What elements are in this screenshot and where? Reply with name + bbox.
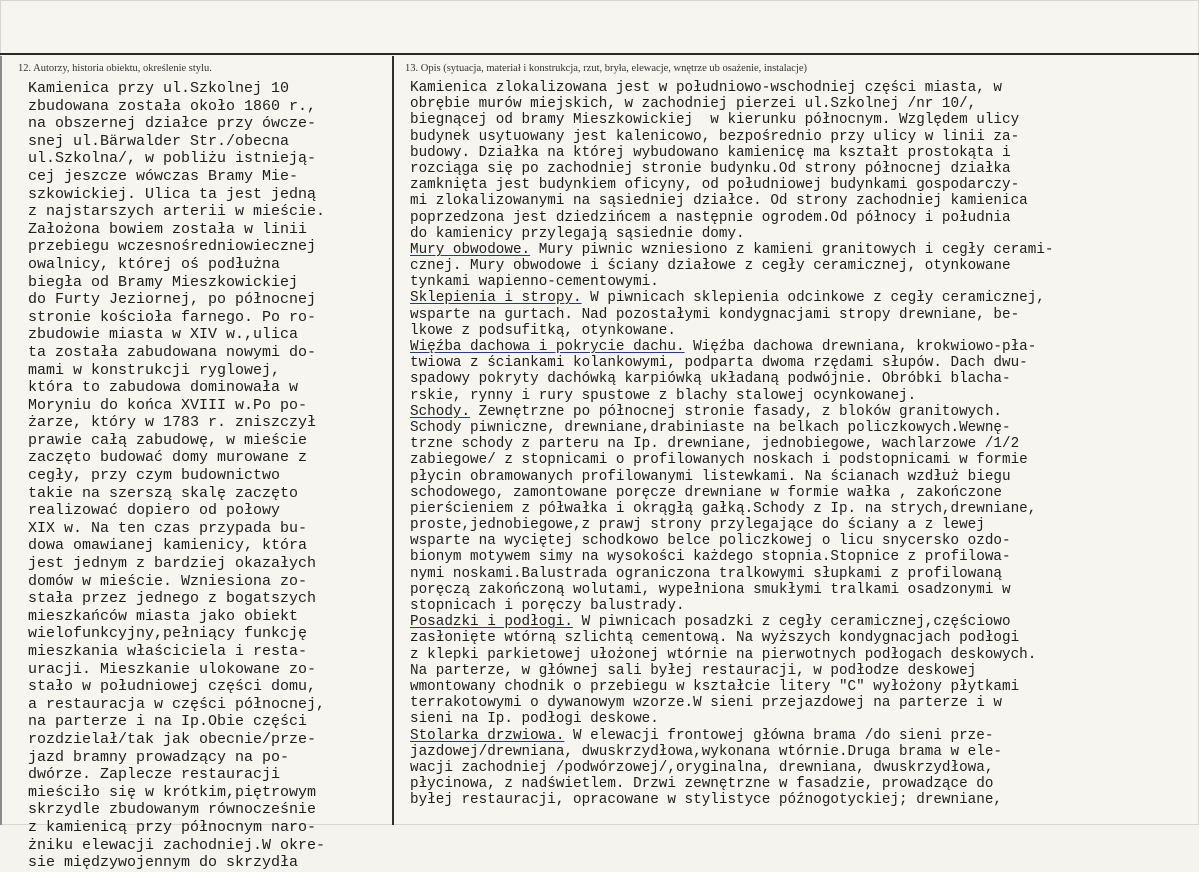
history-text-line: jest jednym z bardziej okazałych xyxy=(28,555,317,573)
description-text-line: poprzedzona jest dziedzińcem a następnie ogrodem.Od północy i południa xyxy=(410,209,1011,226)
history-text-line: uracji. Mieszkanie ulokowane zo- xyxy=(28,660,317,678)
description-text-line: Schody piwniczne, drewniane,drabiniaste na belkach policzkowych.Wewnę- xyxy=(410,419,1011,436)
history-text-line: takie na szerszą skalę zaczęto xyxy=(28,484,299,502)
description-text-line: budynek usytuowany jest kalenicowo, bezpośrednio przy ulicy w linii za- xyxy=(410,128,1020,145)
history-text-line: żniku elewacji zachodniej.W okre- xyxy=(28,836,326,854)
history-text-line: mieściło się w krótkim,piętrowym xyxy=(28,783,317,801)
history-text-line: zbudowie miasta w XIV w.,ulica xyxy=(28,326,299,344)
description-text-line: Na parterze, w głównej sali byłej restauracji, w podłodze deskowej xyxy=(410,662,977,679)
description-text-line: stopnicach i poręczy balustrady. xyxy=(410,598,685,614)
description-text-line: lkowe z podsufitką, otynkowane. xyxy=(410,322,676,339)
history-text-line: jazd bramny prowadzący na po- xyxy=(28,748,290,766)
column-divider xyxy=(392,56,394,825)
description-text-line: Schody. Zewnętrzne po północnej stronie fasady, z bloków granitowych. xyxy=(410,403,1002,420)
history-text-line: szkowickiej. Ulica ta jest jedną xyxy=(28,185,317,203)
description-text-line: Stolarka drzwiowa. W elewacji frontowej główna brama /do sieni prze- xyxy=(410,727,994,744)
description-text-line: rozciąga się po zachodniej stronie budynku.Od strony północnej działka xyxy=(410,160,1011,177)
description-text-line: wsparte na wyciętej schodkowo belce policzkowej o licu snycersko ozdo- xyxy=(410,533,1011,550)
history-text-line: do Furty Jeziornej, po północnej xyxy=(28,291,317,309)
history-text-line: z kamienicą przy północnym naro- xyxy=(28,818,317,836)
description-text-line: spadowy pokryty dachówką karpiówką układaną podwójnie. Obróbki blacha- xyxy=(410,371,1011,388)
description-text-line: mi zlokalizowanymi na sąsiedniej działce. Od strony zachodniej kamienica xyxy=(410,193,1028,210)
history-text-line: na obszernej działce przy ówcze- xyxy=(28,115,317,133)
history-text-line: dowa omawianej kamienicy, która xyxy=(28,537,308,555)
description-text-line: budowy. Działka na której wybudowano kamienicę ma kształt prostokąta i xyxy=(410,144,1011,161)
description-text-line: terrakotowymi o dywanowym wzorze.W sieni przejazdowej na parterze i w xyxy=(410,695,1002,712)
history-text-line: XIX w. Na ten czas przypada bu- xyxy=(28,519,308,537)
description-text-column xyxy=(410,80,1190,808)
history-text-line: biegła od Bramy Mieszkowickiej xyxy=(28,273,299,291)
description-text-line: sieni na Ip. podłogi deskowe. xyxy=(410,711,659,728)
history-text-line: prawie całą zabudowę, w mieście xyxy=(28,431,308,449)
description-text-line: płycinowa, z nadświetlem. Drzwi zewnętrzne w fasadzie, prowadzące do xyxy=(410,776,994,793)
description-text-line: twiowa z ściankami kolankowymi, podparta dwoma rzędami słupów. Dach dwu- xyxy=(410,355,1028,372)
history-text-line: a restauracja w części północnej, xyxy=(28,695,326,713)
history-text-line: sie międzywojennym do skrzydła xyxy=(28,854,299,872)
description-text-line: schodowego, zamontowane poręcze drewniane w formie wałka , zakończone xyxy=(410,484,1002,501)
history-text-line: zaczęto budować domy murowane z xyxy=(28,449,308,467)
description-text-line: bionym motywem simy na wysokości każdego stopnia.Stopnice z profilowa- xyxy=(410,549,1011,566)
history-text-line: żarze, który w 1783 r. zniszczył xyxy=(28,414,317,432)
history-text-line: snej ul.Bärwalder Str./obecna xyxy=(28,132,290,150)
description-text-line: z klepki parkietowej ułożonej wtórnie na pierwotnych podłogach deskowych. xyxy=(410,646,1037,663)
history-text-line: mami w konstrukcji ryglowej, xyxy=(28,361,281,379)
history-text-line: stronie kościoła farnego. Po ro- xyxy=(28,308,317,326)
history-text-line: mieszkania właściciela i resta- xyxy=(28,643,308,660)
description-text-line: do kamienicy przylegają sąsiednie domy. xyxy=(410,225,745,242)
history-text-line: dwórze. Zaplecze restauracji xyxy=(28,766,281,784)
history-text-line: realizować dopiero od połowy xyxy=(28,502,281,520)
description-text-line: jazdowej/drewniana, dwuskrzydłowa,wykonana wtórnie.Druga brama w ele- xyxy=(410,743,1002,760)
description-text-line: biegnącej od bramy Mieszkowickiej w kierunku północnym. Względem ulicy xyxy=(410,112,1020,129)
history-text-line: owalnicy, której oś podłużna xyxy=(28,255,281,273)
description-text-line: Więźba dachowa i pokrycie dachu. Więźba dachowa drewniana, krokwiowo-pła- xyxy=(410,339,1037,355)
history-text-line: skrzydle zbudowanym równocześnie xyxy=(28,801,317,819)
history-text-line: na parterze i na Ip.Obie części xyxy=(28,713,308,731)
description-text-line: cznej. Mury obwodowe i ściany działowe z cegły ceramicznej, otynkowane xyxy=(410,258,1011,275)
history-text-line: cegły, przy czym budownictwo xyxy=(28,467,281,485)
description-text-line: obrębie murów miejskich, w zachodniej pierzei ul.Szkolnej /nr 10/, xyxy=(410,96,977,113)
description-text-line: zamknięta jest budynkiem oficyny, od południowej budynkami gospodarczy- xyxy=(410,177,1020,194)
description-text-line: wmontowany chodnik o przebiegu w kształcie litery "C" wyłożony płytkami xyxy=(410,678,1020,695)
description-text-line: Posadzki i podłogi. W piwnicach posadzki z cegły ceramicznej,częściowo xyxy=(410,614,1011,631)
description-text-line: wsparte na gurtach. Nad pozostałymi kondygnacjami stropy drewniane, be- xyxy=(410,306,1020,323)
history-text-line: stała przez jednego z bogatszych xyxy=(28,590,317,608)
description-text-line: Mury obwodowe. Mury piwnic wzniesiono z kamieni granitowych i cegły cerami- xyxy=(410,241,1054,258)
description-text-line: Kamienica zlokalizowana jest w południowo-wschodniej części miasta, w xyxy=(410,80,1002,96)
history-text-line: domów w mieście. Wzniesiona zo- xyxy=(28,572,308,590)
history-text-line: która to zabudowa dominowała w xyxy=(28,379,299,397)
description-text-line: wacji zachodniej /podwórzowej/,oryginalna, drewniana, dwuskrzydłowa, xyxy=(410,759,994,776)
left-column-header: 12. Autorzy, historia obiektu, określenie stylu. xyxy=(18,63,212,74)
description-text-line: pierścieniem z półwałka i okrągłą gałką.Schody z Ip. na strych,drewniane, xyxy=(410,500,1037,517)
history-text-line: Kamienica przy ul.Szkolnej 10 xyxy=(28,80,290,97)
description-text-line: płycin obramowanych profilowanymi listewkami. Na ścianach wzdłuż biegu xyxy=(410,468,1011,485)
description-text-line: Sklepienia i stropy. W piwnicach sklepienia odcinkowe z cegły ceramicznej, xyxy=(410,290,1045,307)
description-text-line: trzne schody z parteru na Ip. drewniane, jednobiegowe, wachlarzowe /1/2 xyxy=(410,436,1020,453)
description-text-line: rskie, rynny i rury spustowe z blachy stalowej ocynkowanej. xyxy=(410,387,917,404)
history-text-line: mieszkańców miasta jako obiekt xyxy=(28,607,299,625)
description-text-line: nymi noskami.Balustrada ograniczona tralkowymi słupkami z profilowaną xyxy=(410,565,1002,582)
history-text-line: ta została zabudowana nowymi do- xyxy=(28,343,317,361)
history-text-line: z najstarszych arterii w mieście. xyxy=(28,203,326,221)
top-rule xyxy=(0,53,1199,55)
left-edge-line xyxy=(0,56,2,825)
description-text-line: zasłonięte wtórną szlichtą cementową. Na wyższych kondygnacjach podłogi xyxy=(410,630,1020,647)
history-text-line: Moryniu do końca XVIII w.Po po- xyxy=(28,396,308,414)
history-text-line: zbudowana została około 1860 r., xyxy=(28,97,317,115)
history-text-line: przebiegu wczesnośredniowiecznej xyxy=(28,238,317,256)
description-text-line: poręczą zakończoną wolutami, wypełniona smukłymi tralkami osadzonymi w xyxy=(410,581,1011,598)
history-text-line: wielofunkcyjny,pełniący funkcję xyxy=(28,625,308,643)
history-text-line: ul.Szkolna/, w pobliżu istnieją- xyxy=(28,150,317,168)
history-text-line: Założona bowiem została w linii xyxy=(28,220,308,238)
description-text-line: proste,jednobiegowe,z prawj strony przylegające do ściany a z lewej xyxy=(410,517,985,534)
description-text-line: byłej restauracji, opracowane w stylistyce późnogotyckiej; drewniane, xyxy=(410,792,1002,809)
history-text-line: rozdzielał/tak jak obecnie/prze- xyxy=(28,730,317,748)
history-text-column xyxy=(28,80,388,872)
description-text-line: tynkami wapienno-cementowymi. xyxy=(410,274,659,291)
right-column-header: 13. Opis (sytuacja, materiał i konstrukcja, rzut, bryła, elewacje, wnętrze ub osażenie, instalacje) xyxy=(405,63,808,74)
history-text-line: cej jeszcze wówczas Bramy Mie- xyxy=(28,167,299,185)
description-text-line: zabiegowe/ z stopnicami o profilowanych noskach i podstopnicami w formie xyxy=(410,452,1028,469)
history-text-line: stało w południowej części domu, xyxy=(28,678,317,696)
